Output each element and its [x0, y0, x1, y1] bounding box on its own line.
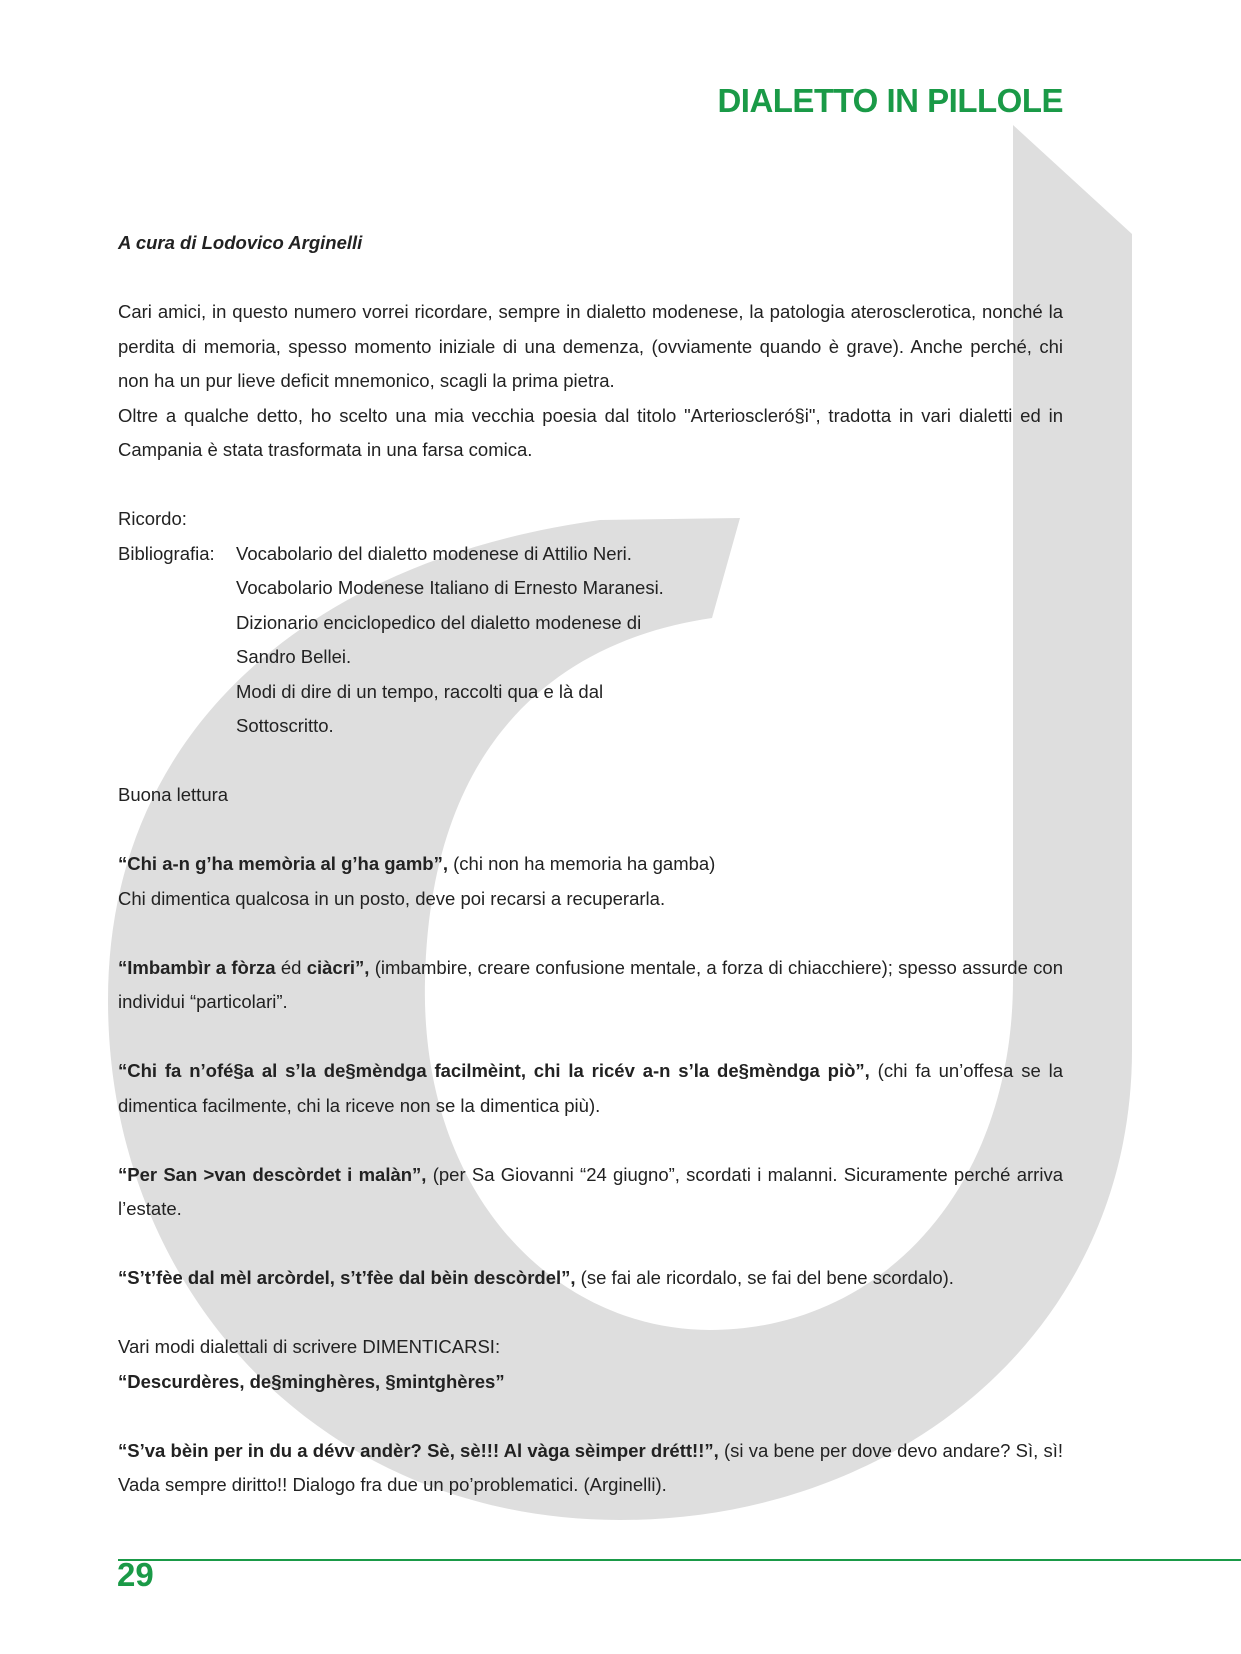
saying-2	[118, 951, 1063, 1020]
saying-4	[118, 1158, 1063, 1227]
intro-paragraph-2: Oltre a qualche detto, ho scelto una mia vecchia poesia dal titolo "Arterioscleró§i", tradotta in vari dialetti ed in Campania è stata trasformata in una farsa comica.	[118, 404, 1063, 460]
saying-dialect: ciàcri”,	[306, 956, 370, 978]
bibliography-label: Bibliografia:	[118, 542, 215, 564]
saying-translation: (per Sa Giovanni “24 giugno”, scordati i malanni. Sicuramente perché arriva l’estate.	[118, 1163, 1063, 1219]
bibliography-list	[236, 537, 664, 744]
page-title: DIALETTO IN PILLOLE	[717, 82, 1063, 119]
footer-rule	[118, 1559, 1241, 1561]
intro-paragraph-1: Cari amici, in questo numero vorrei ricordare, sempre in dialetto modenese, la patologia aterosclerotica, nonché la perdita di memoria, spesso momento iniziale di una demenza, (ovviamente quando è grave). Anche perché, chi non ha un pur lieve deficit mnemonico, scagli la prima pietra.	[118, 301, 1063, 391]
saying-dialect: “S’t’fèe dal mèl arcòrdel, s’t’fèe dal bèin descòrdel”,	[118, 1267, 576, 1288]
saying-dialect: “Descurdères, de§minghères, §mintghères”	[118, 1370, 505, 1392]
saying-1-explanation: Chi dimentica qualcosa in un posto, deve poi recarsi a recuperarla.	[118, 887, 666, 909]
saying-dialect: “S’va bèin per in du a dévv andèr? Sè, sè!!! Al vàga sèimper drétt!!”,	[118, 1439, 719, 1461]
author-line: A cura di Lodovico Arginelli	[118, 232, 363, 253]
bibliography	[118, 537, 1063, 744]
saying-dialect: “Chi a-n g’ha memòria al g’ha gamb”,	[118, 853, 448, 874]
saying-5	[118, 1261, 1063, 1296]
bibliography-item: Vocabolario Modenese Italiano di Ernesto Maranesi.	[236, 577, 664, 598]
page-number: 29	[117, 1556, 154, 1593]
saying-connector: éd	[275, 956, 307, 978]
saying-dialect: “Imbambìr a fòrza	[118, 956, 276, 978]
bibliography-item: Modi di dire di un tempo, raccolti qua e là dal	[236, 680, 604, 702]
bibliography-item: Dizionario enciclopedico del dialetto modenese di	[236, 611, 642, 633]
bibliography-item: Sandro Bellei.	[236, 646, 352, 667]
saying-6	[118, 1434, 1063, 1503]
dimenticarsi-variants	[118, 1365, 1063, 1400]
dimenticarsi-intro: Vari modi dialettali di scrivere DIMENTICARSI:	[118, 1336, 501, 1357]
saying-3	[118, 1054, 1063, 1123]
saying-translation: (chi fa un’offesa se la dimentica facilmente, chi la riceve non se la dimentica più).	[118, 1060, 1063, 1116]
saying-dialect: “Per San >van descòrdet i malàn”,	[118, 1163, 427, 1185]
bibliography-item: Sottoscritto.	[236, 715, 334, 736]
saying-dialect: “Chi fa n’ofé§a al s’la de§mèndga facilmèint, chi la ricév a-n s’la de§mèndga piò”,	[118, 1060, 870, 1081]
bibliography-item: Vocabolario del dialetto modenese di Attilio Neri.	[236, 542, 632, 564]
saying-1	[118, 847, 1063, 882]
saying-translation: (se fai ale ricordalo, se fai del bene scordalo).	[575, 1267, 954, 1288]
saying-translation: (chi non ha memoria ha gamba)	[447, 853, 716, 874]
greeting: Buona lettura	[118, 784, 229, 805]
ricordo-label: Ricordo:	[118, 508, 187, 529]
article-body	[118, 226, 1063, 1503]
saying-translation: (imbambire, creare confusione mentale, a forza di chiacchiere); spesso assurde con individui “particolari”.	[118, 956, 1063, 1012]
saying-translation: (si va bene per dove devo andare? Sì, sì! Vada sempre diritto!! Dialogo fra due un po’problematici. (Arginelli).	[118, 1439, 1063, 1495]
